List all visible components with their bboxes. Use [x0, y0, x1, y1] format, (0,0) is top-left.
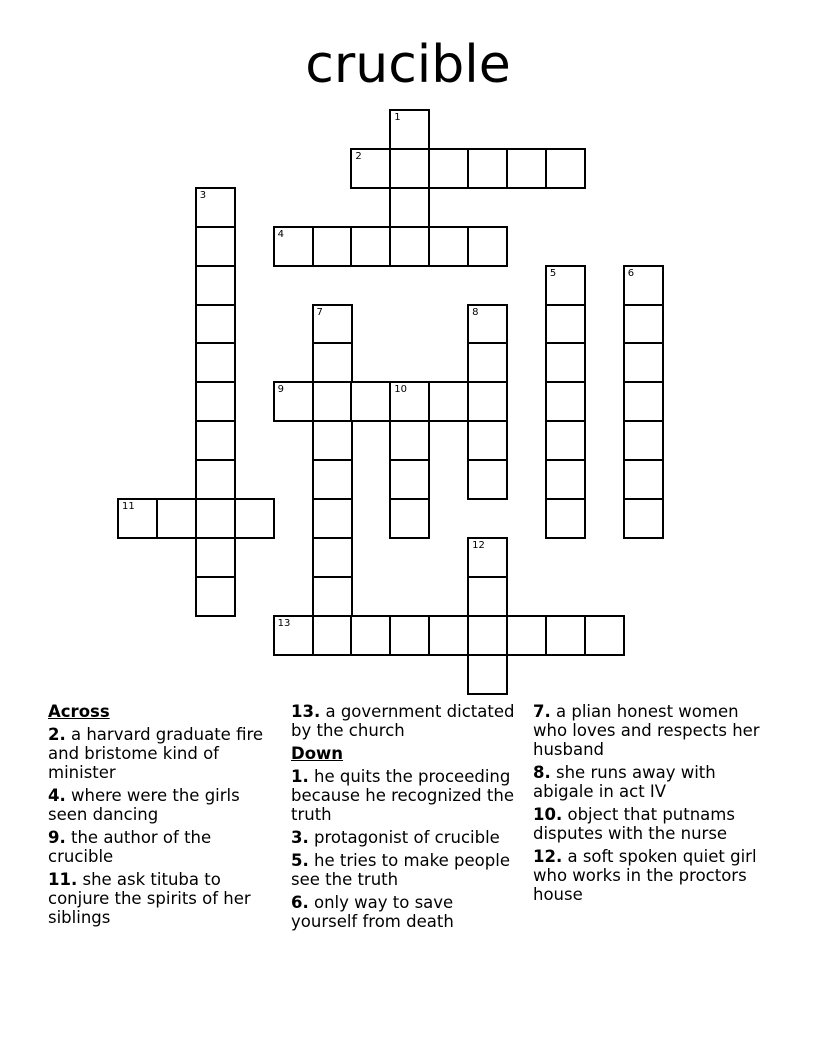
clue-number: 1: [394, 112, 401, 123]
clue-number: 8: [472, 306, 479, 318]
clue-item-number: 4.: [48, 786, 66, 805]
grid-cell[interactable]: [545, 459, 586, 500]
grid-cell[interactable]: [234, 498, 275, 539]
clue-item-text: he quits the proceeding because he recognized the truth: [291, 767, 514, 824]
grid-cell[interactable]: [312, 615, 353, 656]
grid-cell[interactable]: [623, 381, 664, 422]
grid-cell[interactable]: [156, 498, 197, 539]
grid-cell[interactable]: [350, 381, 391, 422]
clue-item-number: 1.: [291, 767, 309, 786]
grid-cell[interactable]: [350, 226, 391, 267]
grid-cell[interactable]: [623, 459, 664, 500]
clue-item-text: only way to save yourself from death: [291, 893, 454, 931]
clue-number: 10: [394, 384, 408, 396]
grid-cell[interactable]: [467, 576, 508, 617]
grid-cell[interactable]: [467, 148, 508, 189]
grid-cell[interactable]: [312, 459, 353, 500]
clue-item-number: 5.: [291, 851, 309, 870]
grid-cell[interactable]: [467, 420, 508, 461]
grid-cell[interactable]: [428, 148, 469, 189]
grid-cell[interactable]: [623, 265, 664, 306]
grid-cell[interactable]: [273, 226, 314, 267]
grid-cell[interactable]: [428, 226, 469, 267]
grid-cell[interactable]: [312, 304, 353, 345]
crossword-grid: [117, 109, 635, 693]
clue-item-text: she ask tituba to conjure the spirits of her siblings: [48, 870, 251, 927]
clue-item-number: 2.: [48, 725, 66, 744]
grid-cell[interactable]: [195, 498, 236, 539]
clue-number: 13: [277, 617, 291, 629]
grid-cell[interactable]: [312, 576, 353, 617]
clue-item: [533, 763, 765, 801]
clue-number: 4: [277, 228, 284, 240]
grid-cell[interactable]: [389, 459, 430, 500]
grid-cell[interactable]: [389, 109, 430, 150]
clue-item: [291, 767, 523, 824]
grid-cell[interactable]: [467, 459, 508, 500]
clue-number: 5: [549, 267, 557, 279]
grid-cell[interactable]: [467, 342, 508, 383]
clue-item: [291, 828, 523, 847]
clue-item-number: 12.: [533, 847, 563, 866]
clue-section-heading: Down: [291, 744, 344, 763]
grid-cell[interactable]: [389, 615, 430, 656]
grid-cell[interactable]: [584, 615, 625, 656]
grid-cell[interactable]: [195, 381, 236, 422]
grid-cell[interactable]: [350, 148, 391, 189]
grid-cell[interactable]: [623, 304, 664, 345]
grid-cell[interactable]: [389, 381, 430, 422]
grid-cell[interactable]: [117, 498, 158, 539]
clue-item: [291, 702, 523, 740]
grid-cell[interactable]: [273, 615, 314, 656]
grid-cell[interactable]: [195, 537, 236, 578]
clue-item: [291, 893, 523, 931]
clue-item: [48, 786, 280, 824]
clue-number: 12: [472, 539, 485, 551]
clue-item-number: 11.: [48, 870, 78, 889]
clue-item-text: he tries to make people see the truth: [291, 851, 510, 889]
grid-cell[interactable]: [623, 342, 664, 383]
grid-cell[interactable]: [195, 226, 236, 267]
grid-cell[interactable]: [545, 148, 586, 189]
grid-cell[interactable]: [545, 381, 586, 422]
grid-cell[interactable]: [312, 381, 353, 422]
grid-cell[interactable]: [312, 537, 353, 578]
puzzle-title: crucible: [305, 35, 511, 95]
grid-cell[interactable]: [195, 576, 236, 617]
clue-column-3: [533, 702, 765, 908]
grid-cell[interactable]: [312, 420, 353, 461]
grid-cell[interactable]: [545, 304, 586, 345]
grid-cell[interactable]: [389, 148, 430, 189]
grid-cell[interactable]: [389, 498, 430, 539]
clue-number: 2: [355, 150, 362, 162]
grid-cell[interactable]: [506, 148, 547, 189]
clue-item-text: the author of the crucible: [48, 828, 212, 866]
grid-cell[interactable]: [273, 381, 314, 422]
grid-cell[interactable]: [389, 420, 430, 461]
grid-cell[interactable]: [467, 304, 508, 345]
grid-cell[interactable]: [467, 226, 508, 267]
grid-cell[interactable]: [467, 615, 508, 656]
grid-cell[interactable]: [389, 187, 430, 228]
clue-item-text: a soft spoken quiet girl who works in the proctors house: [533, 847, 757, 904]
clue-item-number: 6.: [291, 893, 309, 912]
clue-number: 9: [277, 384, 284, 396]
clue-item-text: a government dictated by the church: [291, 702, 515, 740]
clue-number: 7: [316, 306, 323, 318]
grid-cell[interactable]: [195, 187, 236, 228]
clue-item: [291, 851, 523, 889]
clue-item-number: 7.: [533, 702, 551, 721]
grid-cell[interactable]: [312, 226, 353, 267]
clue-section-heading: Across: [48, 702, 110, 721]
grid-cell[interactable]: [545, 342, 586, 383]
grid-cell[interactable]: [195, 459, 236, 500]
clue-item: [48, 725, 280, 782]
grid-cell[interactable]: [623, 420, 664, 461]
grid-cell[interactable]: [312, 498, 353, 539]
grid-cell[interactable]: [195, 265, 236, 306]
grid-cell[interactable]: [545, 265, 586, 306]
clue-item-number: 10.: [533, 805, 563, 824]
clue-number: 11: [122, 501, 135, 512]
grid-cell[interactable]: [467, 537, 508, 578]
clue-item-number: 13.: [291, 702, 321, 721]
clue-item-text: a plian honest women who loves and respects her husband: [533, 702, 760, 759]
clue-item: [533, 847, 765, 904]
clue-item-text: protagonist of crucible: [308, 828, 500, 847]
grid-cell[interactable]: [195, 304, 236, 345]
grid-cell[interactable]: [545, 615, 586, 656]
clue-item-number: 3.: [291, 828, 309, 847]
grid-cell[interactable]: [428, 615, 469, 656]
grid-cell[interactable]: [350, 615, 391, 656]
clue-item-text: a harvard graduate fire and bristome kind of minister: [48, 725, 264, 782]
clue-item: [533, 805, 765, 843]
clue-item-text: where were the girls seen dancing: [48, 786, 240, 824]
clue-item: [533, 702, 765, 759]
clue-number: 6: [627, 267, 635, 279]
grid-cell[interactable]: [545, 498, 586, 539]
clue-item-number: 8.: [533, 763, 551, 782]
grid-cell[interactable]: [195, 420, 236, 461]
grid-cell[interactable]: [195, 342, 236, 383]
clue-item-text: she runs away with abigale in act IV: [533, 763, 716, 801]
clue-number: 3: [199, 189, 207, 201]
clue-item-number: 9.: [48, 828, 66, 847]
clue-column-2: [291, 702, 523, 935]
clue-item-text: object that putnams disputes with the nurse: [533, 805, 735, 843]
clue-column-1: [48, 702, 280, 931]
grid-cell[interactable]: [467, 381, 508, 422]
grid-cell[interactable]: [428, 381, 469, 422]
grid-cell[interactable]: [389, 226, 430, 267]
clue-item: [48, 828, 280, 866]
clue-item: [48, 870, 280, 927]
grid-cell[interactable]: [545, 420, 586, 461]
grid-cell[interactable]: [312, 342, 353, 383]
grid-cell[interactable]: [623, 498, 664, 539]
grid-cell[interactable]: [467, 654, 508, 695]
grid-cell[interactable]: [506, 615, 547, 656]
